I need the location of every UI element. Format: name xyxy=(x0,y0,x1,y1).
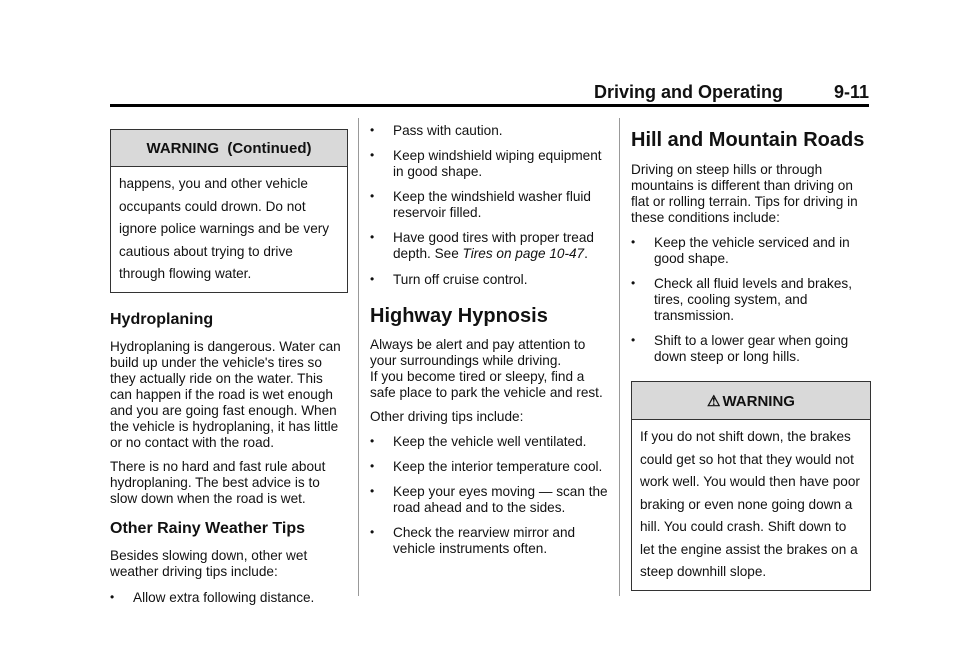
column-middle xyxy=(370,118,610,557)
list-item: • Keep the interior temperature cool. xyxy=(370,459,610,475)
list-item: • Check the rearview mirror and vehicle instruments often. xyxy=(370,525,610,557)
warning-title: WARNING (Continued) xyxy=(111,130,347,167)
column-left xyxy=(110,118,348,606)
list-item: • Keep the vehicle well ventilated. xyxy=(370,434,610,450)
list-item: • Pass with caution. xyxy=(370,123,610,139)
paragraph-highway-1: Always be alert and pay attention to your surroundings while driving. xyxy=(370,337,586,368)
page-header xyxy=(110,80,869,107)
heading-highway-hypnosis: Highway Hypnosis xyxy=(370,305,548,327)
paragraph-rainy-weather: Besides slowing down, other wet weather driving tips include: xyxy=(110,547,308,579)
rainy-tips-list-continued xyxy=(370,123,610,288)
warning-triangle-icon: ⚠ xyxy=(707,393,721,410)
list-item: • Allow extra following distance. xyxy=(110,590,348,606)
tires-cross-reference: Tires on page 10-47 xyxy=(462,246,585,261)
list-item xyxy=(370,230,610,262)
list-item: • Keep the vehicle serviced and in good shape. xyxy=(631,235,871,267)
list-item: • Check all fluid levels and brakes, tires, cooling system, and transmission. xyxy=(631,276,871,324)
column-divider-1 xyxy=(358,118,359,596)
tires-suffix: . xyxy=(584,246,588,261)
paragraph-hill-mountain: Driving on steep hills or through mountains is different than driving on flat or rolling terrain. Tips for driving in these conditions include: xyxy=(631,162,858,225)
paragraph-hydroplaning-1: Hydroplaning is dangerous. Water can build up under the vehicle's tires so they actually ride on the water. This can happen if the road is wet enough and you are going fast enough. When the vehicle is hydroplaning, it has little or no contact with the road. xyxy=(110,338,341,450)
highway-tips-list xyxy=(370,434,610,557)
list-item: • Shift to a lower gear when going down steep or long hills. xyxy=(631,333,871,365)
warning-body: happens, you and other vehicle occupants could drown. Do not ignore police warnings and be very cautious about trying to drive through flowing water. xyxy=(119,176,330,281)
paragraph-hydroplaning-2: There is no hard and fast rule about hydroplaning. The best advice is to slow down when the road is wet. xyxy=(110,458,326,506)
hill-tips-list xyxy=(631,235,871,365)
warning-title: WARNING xyxy=(722,393,795,410)
warning-box xyxy=(631,381,871,591)
list-item: • Keep your eyes moving — scan the road ahead and to the sides. xyxy=(370,484,610,516)
warning-body: If you do not shift down, the brakes could get so hot that they would not work well. You would then have poor braking or even none going down a hill. You could crash. Shift down to let the engine assist the brakes on a steep downhill slope. xyxy=(640,429,860,579)
heading-rainy-weather: Other Rainy Weather Tips xyxy=(110,519,306,537)
column-divider-2 xyxy=(619,118,620,596)
warning-header xyxy=(632,382,870,420)
paragraph-highway-2: If you become tired or sleepy, find a safe place to park the vehicle and rest. xyxy=(370,369,603,400)
heading-hydroplaning: Hydroplaning xyxy=(110,310,214,328)
list-item: • Keep windshield wiping equipment in good shape. xyxy=(370,148,610,180)
warning-box-continued xyxy=(110,129,348,293)
heading-hill-mountain: Hill and Mountain Roads xyxy=(631,129,865,151)
page-number: 9-11 xyxy=(833,82,869,102)
list-item: • Keep the windshield washer fluid reservoir filled. xyxy=(370,189,610,221)
section-title: Driving and Operating xyxy=(593,82,783,102)
tires-text: Have good tires with proper tread depth. See xyxy=(393,230,594,261)
paragraph-highway-3: Other driving tips include: xyxy=(370,409,524,424)
list-item: • Turn off cruise control. xyxy=(370,272,610,288)
column-right xyxy=(631,118,871,591)
rainy-tips-list xyxy=(110,590,348,606)
